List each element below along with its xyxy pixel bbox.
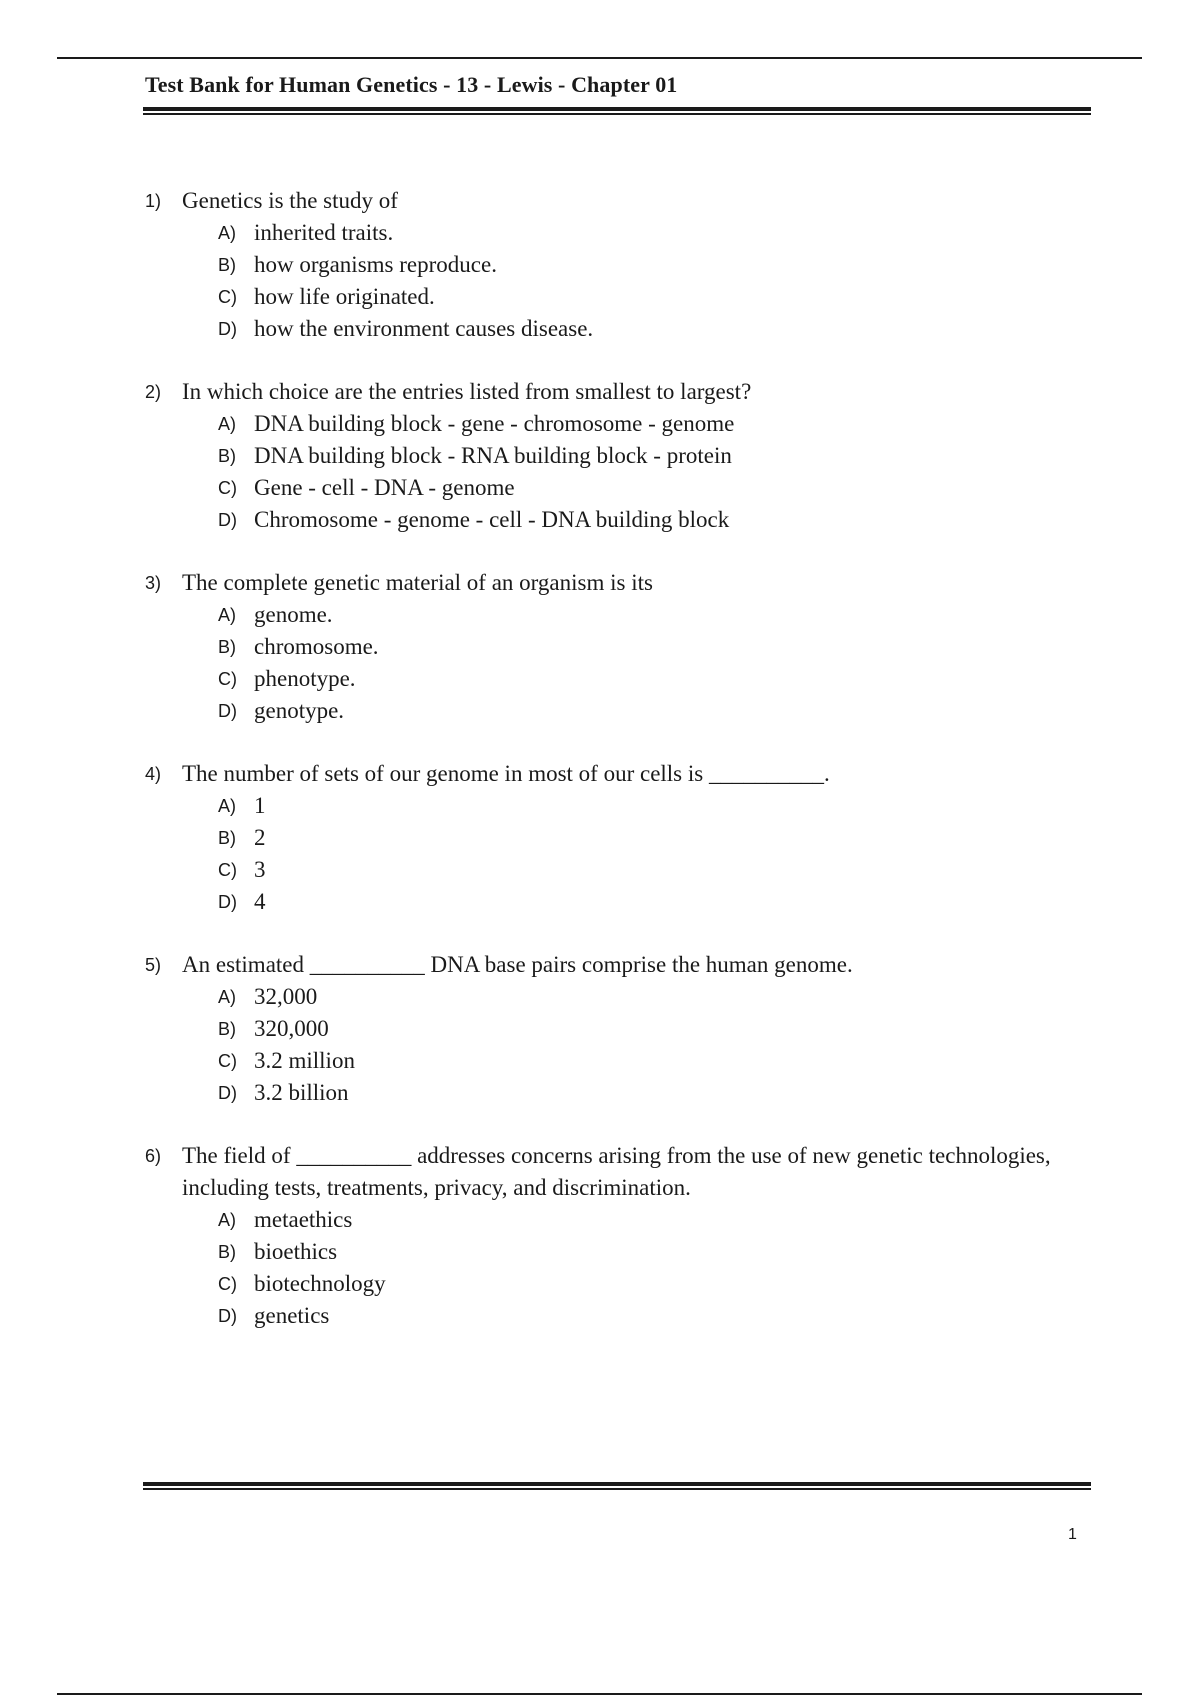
option-text: 3 [254, 857, 266, 882]
option-text: genome. [254, 602, 333, 627]
answer-option [218, 1013, 1105, 1045]
answer-option [218, 1204, 1105, 1236]
answer-option [218, 1300, 1105, 1332]
answer-option [218, 663, 1105, 695]
answer-option [218, 854, 1105, 886]
page-title: Test Bank for Human Genetics - 13 - Lewis - Chapter 01 [145, 72, 678, 97]
option-letter: D) [218, 1306, 237, 1326]
answer-option [218, 313, 1105, 345]
answer-options [145, 217, 1105, 345]
option-letter: B) [218, 637, 236, 657]
option-letter: B) [218, 1019, 236, 1039]
header-divider [143, 107, 1091, 115]
option-text: 1 [254, 793, 266, 818]
question-6 [145, 1140, 1105, 1332]
option-letter: B) [218, 828, 236, 848]
option-letter: C) [218, 287, 237, 307]
option-text: bioethics [254, 1239, 338, 1264]
question-5 [145, 949, 1105, 1109]
answer-option [218, 1236, 1105, 1268]
question-3 [145, 567, 1105, 727]
option-letter: A) [218, 223, 236, 243]
answer-option [218, 1077, 1105, 1109]
answer-option [218, 886, 1105, 918]
answer-option [218, 408, 1105, 440]
option-text: metaethics [254, 1207, 353, 1232]
option-text: how organisms reproduce. [254, 252, 497, 277]
question-text: Genetics is the study of [182, 188, 398, 213]
option-text: genetics [254, 1303, 330, 1328]
option-text: phenotype. [254, 666, 356, 691]
answer-option [218, 440, 1105, 472]
option-letter: A) [218, 605, 236, 625]
question-4 [145, 758, 1105, 918]
option-text: biotechnology [254, 1271, 386, 1296]
option-text: 2 [254, 825, 266, 850]
bottom-edge-rule [57, 1693, 1142, 1695]
page-number: 1 [1068, 1526, 1077, 1543]
question-number: 4) [145, 764, 162, 784]
option-text: Gene - cell - DNA - genome [254, 475, 515, 500]
option-letter: B) [218, 446, 236, 466]
answer-option [218, 599, 1105, 631]
option-text: 3.2 million [254, 1048, 355, 1073]
option-letter: A) [218, 987, 236, 1007]
answer-option [218, 695, 1105, 727]
question-2 [145, 376, 1105, 536]
question-number: 3) [145, 573, 162, 593]
option-letter: D) [218, 892, 237, 912]
answer-options [145, 599, 1105, 727]
answer-option [218, 504, 1105, 536]
option-letter: D) [218, 319, 237, 339]
answer-options [145, 1204, 1105, 1332]
option-text: 32,000 [254, 984, 318, 1009]
option-text: Chromosome - genome - cell - DNA building block [254, 507, 730, 532]
question-text: An estimated __________ DNA base pairs comprise the human genome. [182, 952, 853, 977]
option-letter: D) [218, 701, 237, 721]
question-list [145, 185, 1105, 1363]
option-text: DNA building block - RNA building block - protein [254, 443, 732, 468]
answer-option [218, 822, 1105, 854]
question-text: The number of sets of our genome in most of our cells is __________. [182, 761, 830, 786]
option-letter: C) [218, 1274, 237, 1294]
answer-options [145, 408, 1105, 536]
option-letter: C) [218, 478, 237, 498]
footer-divider [143, 1482, 1091, 1490]
option-letter: C) [218, 669, 237, 689]
option-letter: B) [218, 1242, 236, 1262]
question-1 [145, 185, 1105, 345]
option-letter: B) [218, 255, 236, 275]
option-text: 320,000 [254, 1016, 329, 1041]
option-text: genotype. [254, 698, 345, 723]
answer-options [145, 790, 1105, 918]
option-letter: D) [218, 510, 237, 530]
option-text: DNA building block - gene - chromosome - genome [254, 411, 735, 436]
option-letter: A) [218, 414, 236, 434]
question-text: The field of __________ addresses concerns arising from the use of new genetic technologies, including tests, treatments, privacy, and discrimination. [182, 1143, 1051, 1200]
option-text: how life originated. [254, 284, 435, 309]
question-text: In which choice are the entries listed from smallest to largest? [182, 379, 752, 404]
option-letter: D) [218, 1083, 237, 1103]
option-letter: A) [218, 1210, 236, 1230]
option-text: how the environment causes disease. [254, 316, 594, 341]
option-text: 4 [254, 889, 266, 914]
answer-option [218, 631, 1105, 663]
answer-option [218, 217, 1105, 249]
top-edge-rule [57, 57, 1142, 59]
option-text: inherited traits. [254, 220, 394, 245]
answer-options [145, 981, 1105, 1109]
option-letter: C) [218, 1051, 237, 1071]
option-text: 3.2 billion [254, 1080, 349, 1105]
question-number: 2) [145, 382, 162, 402]
answer-option [218, 981, 1105, 1013]
question-number: 1) [145, 191, 162, 211]
answer-option [218, 472, 1105, 504]
answer-option [218, 249, 1105, 281]
question-number: 5) [145, 955, 162, 975]
answer-option [218, 281, 1105, 313]
answer-option [218, 1045, 1105, 1077]
option-letter: A) [218, 796, 236, 816]
option-text: chromosome. [254, 634, 379, 659]
answer-option [218, 790, 1105, 822]
question-number: 6) [145, 1146, 162, 1166]
option-letter: C) [218, 860, 237, 880]
question-text: The complete genetic material of an organism is its [182, 570, 653, 595]
answer-option [218, 1268, 1105, 1300]
